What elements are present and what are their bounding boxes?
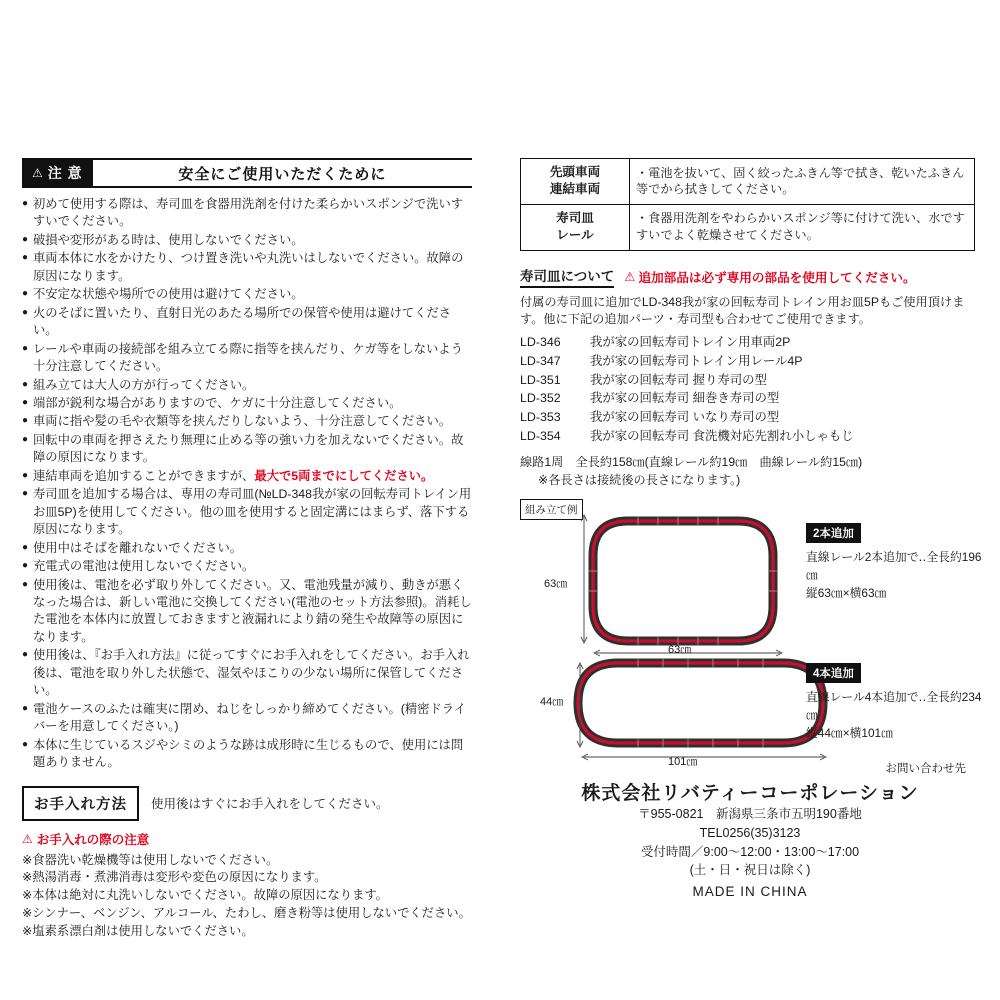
caption-line-1: 直線レール4本追加で‥全長約234㎝ xyxy=(806,690,982,722)
caption-line-2: 縦63㎝×横63㎝ xyxy=(806,585,887,600)
list-item: ※シンナー、ベンジン、アルコール、たわし、磨き粉等は使用しないでください。 xyxy=(22,905,471,920)
caution-header xyxy=(22,158,472,188)
list-item-text: レールや車両の接続部を組み立てる際に指等を挟んだり、ケガ等をしないよう十分注意してください。 xyxy=(33,341,463,374)
caution-bullet-list xyxy=(22,196,472,772)
list-item-text: 組み立ては大人の方が行ってください。 xyxy=(33,377,255,392)
left-column xyxy=(22,158,472,941)
list-item-text: 寿司皿を追加する場合は、専用の寿司皿(№LD-348我が家の回転寿司トレイン用お皿5P)を使用してください。他の皿を使用すると固定溝にはまらず、落下する原因になります。 xyxy=(33,487,472,537)
warning-triangle-icon: ⚠ xyxy=(32,166,44,180)
contact-label: お問い合わせ先 xyxy=(885,763,966,775)
bullet-dot-icon: ● xyxy=(22,415,29,427)
bullet-dot-icon: ● xyxy=(22,649,29,661)
section-warning xyxy=(624,267,915,286)
caution-tag xyxy=(22,160,93,186)
caption-add-4-rails xyxy=(806,689,986,742)
footer xyxy=(520,760,980,899)
list-item xyxy=(520,371,980,390)
caution-title: 安全にご使用いただくために xyxy=(178,165,387,183)
part-name: 我が家の回転寿司トレイン用車両2P xyxy=(590,334,791,349)
list-item-text: 本体に生じているスジやシミのような跡は成形時に生じるもので、使用には問題ありません。 xyxy=(33,737,464,770)
bullet-dot-icon: ● xyxy=(22,342,29,354)
bullet-dot-icon: ● xyxy=(22,252,29,264)
part-name: 我が家の回転寿司トレイン用レール4P xyxy=(590,353,803,368)
label-line-2: レール xyxy=(556,228,594,243)
label-line-2: 連結車両 xyxy=(549,182,601,197)
dimension-label-bottom: 63㎝ xyxy=(668,644,692,657)
table-cell-text: ・電池を抜いて、固く絞ったふきん等で拭き、乾いたふきん等でから拭きしてください。 xyxy=(630,159,975,205)
list-item-text: 端部が鋭利な場合がありますので、ケガに十分注意してください。 xyxy=(33,395,402,410)
part-name: 我が家の回転寿司 食洗機対応先割れ小しゃもじ xyxy=(590,429,854,444)
cleaning-table xyxy=(520,158,975,251)
list-item-text: 火のそばに置いたり、直射日光のあたる場所での保管や使用は避けてください。 xyxy=(33,305,452,338)
list-item xyxy=(520,408,980,427)
table-row xyxy=(521,159,975,205)
list-item: ※食器洗い乾燥機等は使用しないでください。 xyxy=(22,852,279,867)
loop-length-text xyxy=(520,454,980,489)
dimension-label-left-wide: 44㎝ xyxy=(540,696,564,709)
list-item xyxy=(22,701,472,736)
list-item: ※熱湯消毒・煮沸消毒は変形や変色の原因になります。 xyxy=(22,870,327,885)
right-column xyxy=(520,158,980,777)
table-cell-label xyxy=(521,204,630,250)
list-item: ※本体は絶対に丸洗いしないでください。故障の原因になります。 xyxy=(22,888,388,903)
bullet-dot-icon: ● xyxy=(22,396,29,408)
bullet-dot-icon: ● xyxy=(22,578,29,590)
company-hours: 受付時間／9:00～12:00・13:00～17:00 xyxy=(640,844,860,859)
care-note-list xyxy=(22,852,472,941)
care-title-box: お手入れ方法 xyxy=(22,786,139,821)
care-warning xyxy=(22,830,472,848)
bullet-dot-icon: ● xyxy=(22,378,29,390)
bullet-dot-icon: ● xyxy=(22,469,29,481)
bullet-dot-icon: ● xyxy=(22,198,29,209)
list-item-text: 不安定な状態や場所での使用は避けてください。 xyxy=(33,287,304,302)
assembly-diagram xyxy=(520,497,980,777)
sushi-plate-section-header xyxy=(520,265,980,288)
badge-add-4-rails: 4本追加 xyxy=(806,663,861,683)
company-address: 〒955-0821 新潟県三条市五明190番地 xyxy=(638,807,862,821)
caption-line-1: 直線レール2本追加で‥全長約196㎝ xyxy=(806,550,982,582)
bullet-dot-icon: ● xyxy=(22,738,29,750)
part-code: LD-346 xyxy=(520,334,561,349)
section-title: 寿司皿について xyxy=(520,265,614,288)
list-item xyxy=(520,389,980,408)
list-item xyxy=(22,647,472,699)
list-item xyxy=(22,395,472,412)
list-item-text: 電池ケースのふたは確実に閉め、ねじをしっかり締めてください。(精密ドライバーを用意してください。) xyxy=(33,701,467,734)
list-item-text: 破損や変形がある時は、使用しないでください。 xyxy=(33,232,304,247)
list-item xyxy=(22,577,472,647)
bullet-dot-icon: ● xyxy=(22,560,29,572)
list-item-text: 充電式の電池は使用しないでください。 xyxy=(33,559,255,574)
list-item xyxy=(22,196,472,231)
part-name: 我が家の回転寿司 いなり寿司の型 xyxy=(590,410,780,425)
label-line-1: 先頭車両 xyxy=(549,165,601,179)
warning-triangle-icon: ⚠ xyxy=(22,831,33,846)
table-row xyxy=(521,204,975,250)
list-item-train-limit xyxy=(22,468,472,485)
list-item-text: 車両本体に水をかけたり、つけ置き洗いや丸洗いはしないでください。故障の原因になります。 xyxy=(33,251,464,283)
warning-triangle-icon: ⚠ xyxy=(624,269,636,284)
list-item xyxy=(22,432,472,467)
list-item xyxy=(520,333,980,352)
list-item xyxy=(22,341,472,376)
section-warning-label: 追加部品は必ず専用の部品を使用してください。 xyxy=(638,270,916,285)
bullet-dot-icon: ● xyxy=(22,433,29,445)
list-item xyxy=(22,305,472,340)
dimension-label-left: 63㎝ xyxy=(544,578,568,591)
table-cell-label xyxy=(521,159,630,205)
care-note: 使用後はすぐにお手入れをしてください。 xyxy=(151,797,389,811)
part-code: LD-353 xyxy=(520,410,561,425)
caption-line-2: 縦44㎝×横101㎝ xyxy=(806,725,893,740)
part-name: 我が家の回転寿司 握り寿司の型 xyxy=(590,372,767,387)
list-item xyxy=(22,286,472,303)
list-item xyxy=(22,540,472,557)
list-item xyxy=(22,413,472,430)
company-tel: TEL0256(35)3123 xyxy=(699,825,801,840)
list-item xyxy=(22,232,472,249)
part-name: 我が家の回転寿司 細巻き寿司の型 xyxy=(590,391,780,406)
assembly-example-label: 組み立て例 xyxy=(520,499,583,520)
list-item xyxy=(22,558,472,575)
dimension-label-bottom-wide: 101㎝ xyxy=(668,756,698,769)
bullet-dot-icon: ● xyxy=(22,233,29,245)
table-cell-text: ・食器用洗剤をやわらかいスポンジ等に付けて洗い、水ですすいでよく乾燥させてください。 xyxy=(630,204,975,250)
company-name: 株式会社リバティーコーポレーション xyxy=(581,783,919,804)
list-item xyxy=(520,352,980,371)
part-code: LD-351 xyxy=(520,372,561,387)
made-in-label: MADE IN CHINA xyxy=(692,884,808,899)
part-code: LD-352 xyxy=(520,391,561,406)
section-intro-text: 付属の寿司皿に追加でLD-348我が家の回転寿司トレイン用お皿5Pもご使用頂けます。他に下記の追加パーツ・寿司型も合わせてご使用できます。 xyxy=(520,294,965,327)
list-item-text: 使用中はそばを離れないでください。 xyxy=(33,540,243,555)
list-item xyxy=(22,250,472,285)
list-item xyxy=(22,377,472,394)
company-holiday: (土・日・祝日は除く) xyxy=(689,863,811,878)
badge-add-2-rails: 2本追加 xyxy=(806,523,861,543)
label-line-1: 寿司皿 xyxy=(556,210,594,225)
loop-length-sub: ※各長さは接続後の長さになります。) xyxy=(538,472,741,487)
parts-list xyxy=(520,333,980,446)
train-limit-pre: 連結車両を追加することができますが、 xyxy=(33,468,255,483)
list-item-text: 初めて使用する際は、寿司皿を食器用洗剤を付けた柔らかいスポンジで洗いすすいでください。 xyxy=(33,197,464,229)
bullet-dot-icon: ● xyxy=(22,288,29,300)
bullet-dot-icon: ● xyxy=(22,488,29,500)
bullet-dot-icon: ● xyxy=(22,702,29,714)
list-item-text: 回転中の車両を押さえたり無理に止める等の強い力を加えないでください。故障の原因になります。 xyxy=(33,432,464,465)
list-item: ※塩素系漂白剤は使用しないでください。 xyxy=(22,923,254,938)
part-code: LD-347 xyxy=(520,353,561,368)
list-item xyxy=(22,737,472,772)
list-item-text: 使用後は、電池を必ず取り外してください。又、電池残量が減り、動きが悪くなった場合は、新しい電池に交換してください(電池のセット方法参照)。消耗した電池を本体内に放置しておきますと液漏れにより錆の発生や故障等の原因になります。 xyxy=(33,577,472,644)
bullet-dot-icon: ● xyxy=(22,306,29,318)
loop-length-main: 線路1周 全長約158㎝(直線レール約19㎝ 曲線レール約15㎝) xyxy=(520,454,863,469)
part-code: LD-354 xyxy=(520,429,561,444)
list-item xyxy=(22,486,472,538)
list-item-text xyxy=(33,468,472,485)
care-section-header xyxy=(22,786,472,821)
caption-add-2-rails xyxy=(806,549,986,602)
list-item-text: 車両に指や髪の毛や衣類等を挟んだりしないよう、十分注意してください。 xyxy=(33,414,452,429)
list-item xyxy=(520,427,980,446)
bullet-dot-icon: ● xyxy=(22,541,29,553)
list-item-text: 使用後は、『お手入れ方法』に従ってすぐにお手入れをしてください。お手入れ後は、電池を取り外した状態で、湿気やほこりの少ない場所に保管してください。 xyxy=(33,648,470,698)
care-warning-label: お手入れの際の注意 xyxy=(36,832,150,847)
caution-tag-label: 注 意 xyxy=(47,165,83,181)
train-limit-emphasis: 最大で5両までにしてください。 xyxy=(254,468,434,483)
